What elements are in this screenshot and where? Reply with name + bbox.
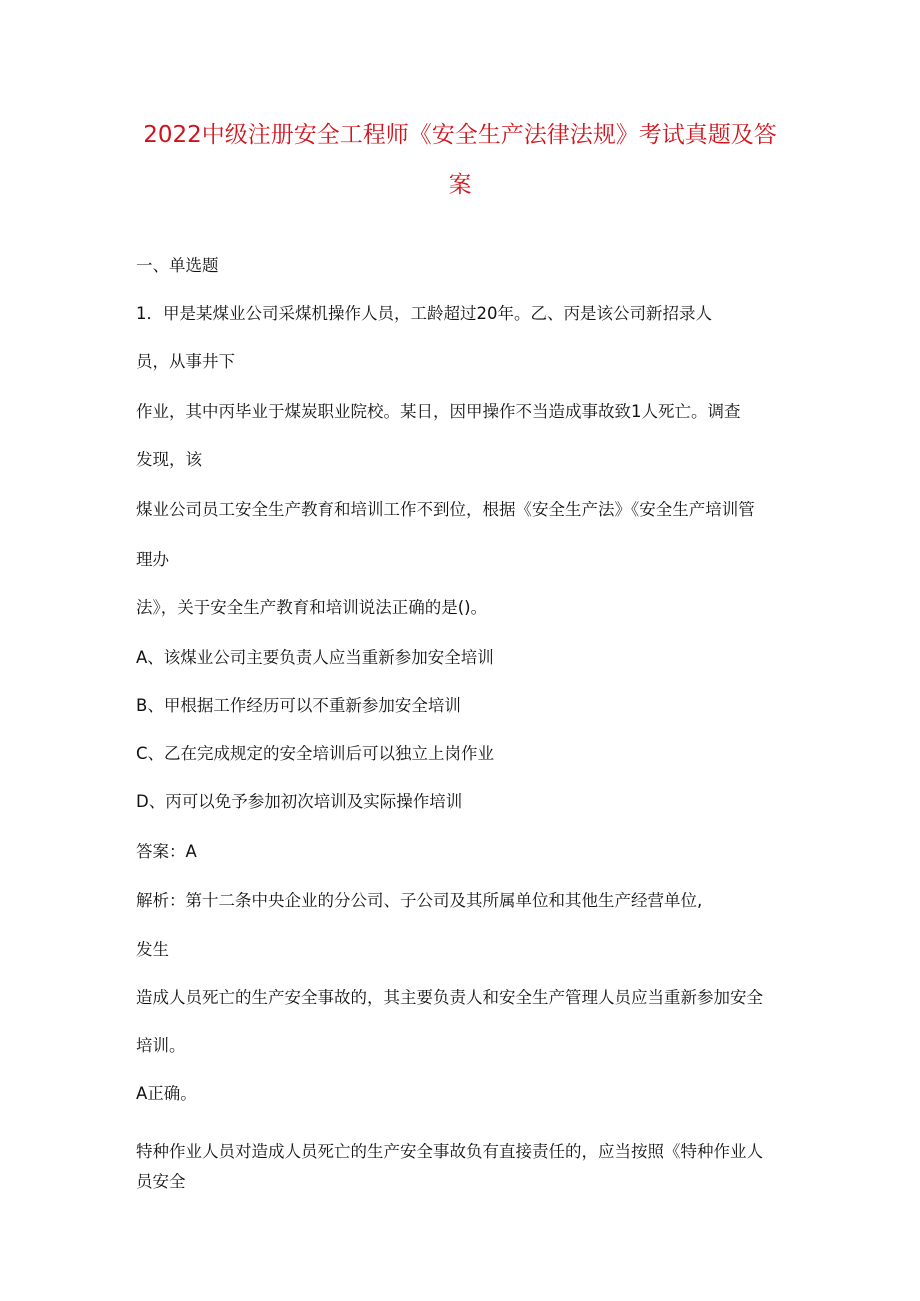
explanation-text: 员安全 bbox=[136, 1172, 186, 1191]
option-c: C、乙在完成规定的安全培训后可以独立上岗作业 bbox=[136, 744, 495, 763]
section-heading: 一、单选题 bbox=[136, 256, 219, 275]
question-text: 煤业公司员工安全生产教育和培训工作不到位，根据《安全生产法》《安全生产培训管 bbox=[136, 500, 755, 519]
explanation-text: 解析：第十二条中央企业的分公司、子公司及其所属单位和其他生产经营单位, bbox=[136, 891, 703, 910]
option-b: B、甲根据工作经历可以不重新参加安全培训 bbox=[136, 696, 461, 715]
explanation-text: A正确。 bbox=[136, 1084, 197, 1103]
question-text: 员，从事井下 bbox=[136, 352, 235, 371]
document-title-line-2: 案 bbox=[448, 172, 472, 198]
explanation-text: 特种作业人员对造成人员死亡的生产安全事故负有直接责任的，应当按照《特种作业人 bbox=[136, 1142, 763, 1161]
explanation-text: 造成人员死亡的生产安全事故的，其主要负责人和安全生产管理人员应当重新参加安全 bbox=[136, 988, 763, 1007]
option-d: D、丙可以免予参加初次培训及实际操作培训 bbox=[136, 792, 463, 811]
question-text: 理办 bbox=[136, 550, 169, 569]
question-text: 作业，其中丙毕业于煤炭职业院校。某日，因甲操作不当造成事故致1人死亡。调查 bbox=[136, 402, 741, 421]
question-text: 法》，关于安全生产教育和培训说法正确的是()。 bbox=[136, 598, 488, 617]
option-a: A、该煤业公司主要负责人应当重新参加安全培训 bbox=[136, 648, 494, 667]
document-title-line-1: 2022中级注册安全工程师《安全生产法律法规》考试真题及答 bbox=[143, 122, 777, 148]
question-text: 1．甲是某煤业公司采煤机操作人员，工龄超过20年。乙、丙是该公司新招录人 bbox=[136, 304, 712, 323]
answer: 答案：A bbox=[136, 842, 197, 861]
explanation-text: 发生 bbox=[136, 940, 169, 959]
explanation-text: 培训。 bbox=[136, 1036, 186, 1055]
question-text: 发现，该 bbox=[136, 450, 202, 469]
